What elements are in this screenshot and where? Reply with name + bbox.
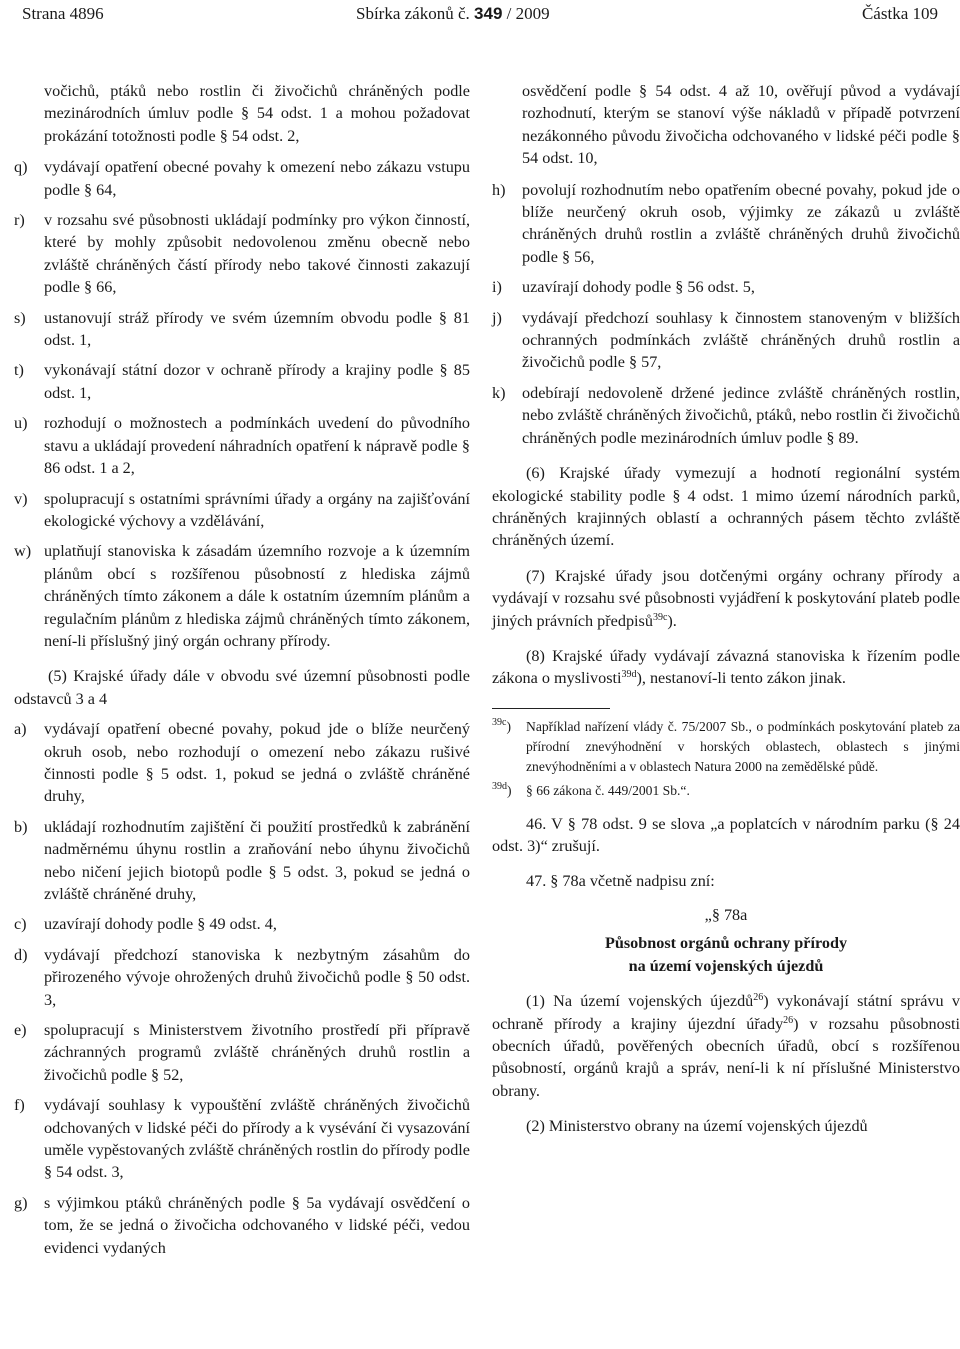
item-label: a) xyxy=(14,720,27,739)
list-item xyxy=(492,382,960,449)
law-year: / 2009 xyxy=(506,4,550,23)
item-label: k) xyxy=(492,383,506,402)
list-item xyxy=(14,359,470,404)
item-text: povolují rozhodnutím nebo opatřením obecné povahy, pokud jde o blíže neurčený okruh osob, výjimky ze zákazů u zvláště chráněných druhů rostlin a zvláště chráněných druhů živočichů podle § 56, xyxy=(522,180,960,266)
item-text: vydávají předchozí stanoviska k nezbytným zásahům do přirozeného vývoje ohrožených druhů živočichů podle § 50 odst. 3, xyxy=(44,945,470,1009)
item-text: uzavírají dohody podle § 49 odst. 4, xyxy=(44,915,277,934)
page-header xyxy=(0,0,960,28)
paragraph-6: (6) Krajské úřady vymezují a hodnotí regionální systém ekologické stability podle § 4 odst. 1 mimo území národních parků, chráněných krajinných oblastí a ochranných pásem těchto zvláště chráněných území. xyxy=(492,464,960,550)
law-number: 349 xyxy=(474,4,503,23)
item-list-5 xyxy=(14,718,470,1259)
footnote-mark-number: 39d xyxy=(492,780,507,792)
item-label: i) xyxy=(492,278,502,297)
item-text: rozhodují o možnostech a podmínkách uvedení do původního stavu a ukládají provedení náhradních opatření k nápravě podle § 86 odst. 1 a 2, xyxy=(44,414,470,478)
item-text: vydávají souhlasy k vypouštění zvláště chráněných živočichů odchovaných v lidské péči do přírody a k vysévání či vysazování uměle vypěstovaných zvláště chráněných rostlin do přírody podle § 54 odst. 3, xyxy=(44,1096,470,1182)
footnote-ref: 26 xyxy=(753,992,764,1004)
part-number: Částka 109 xyxy=(861,4,938,23)
item-label: h) xyxy=(492,180,506,199)
footnote-ref: 26 xyxy=(783,1014,794,1026)
item-label: r) xyxy=(14,211,25,230)
list-item xyxy=(14,209,470,299)
section-paragraph-2: (2) Ministerstvo obrany na území vojenských újezdů xyxy=(526,1117,868,1136)
item-text: v rozsahu své působnosti ukládají podmínky pro výkon činností, které by mohly způsobit nedovolenou změnu obecně nebo zvláště chráněných částí přírody nebo takové činnosti zakazují podle § 66, xyxy=(44,211,470,297)
para1-c: ) v rozsahu působnosti obecních úřadů, pověřených obecních úřadů, obcí s rozšířenou působností, orgánů krajů a správ, není-li k ní příslušné Ministerstvo obrany. xyxy=(492,1014,960,1100)
list-item xyxy=(14,412,470,479)
list-item xyxy=(492,276,960,298)
list-item xyxy=(14,944,470,1011)
footnote-mark: $^{39d}$) xyxy=(492,780,512,798)
paragraph-8-end: ), nestanoví-li tento zákon jinak. xyxy=(636,669,846,688)
list-item xyxy=(492,179,960,269)
item-text: spolupracují s ostatními správními úřady a orgány na zajišťování ekologické výchovy a vzdělávání, xyxy=(44,489,470,530)
item-text: vydávají opatření obecné povahy k omezení nebo zákazu vstupu podle § 64, xyxy=(44,158,470,199)
item-text: odebírají nedovoleně držené jedince zvláště chráněných rostlin, nebo zvláště chráněných živočichů, ptáků, nebo rostlin či živočichů chráněných podle mezinárodních úmluv podle § 89. xyxy=(522,383,960,447)
continuation-text: osvědčení podle § 54 odst. 4 až 10, ověřují původ a vydávají rozhodnutí, kterým se stanoví výše nákladů v případě potvrzení nezákonného původu živočicha odchovaného v lidské péči podle § 54 odst. 10, xyxy=(522,82,960,168)
list-item xyxy=(14,1192,470,1259)
paragraph-8 xyxy=(492,645,960,690)
item-text: vykonávají státní dozor v ochraně přírody a krajiny podle § 85 odst. 1, xyxy=(44,361,470,402)
left-column xyxy=(14,80,470,1267)
item-label: q) xyxy=(14,158,28,177)
list-item xyxy=(14,913,470,935)
collection-title xyxy=(356,4,550,24)
footnote-divider xyxy=(492,708,610,709)
para1-a: (1) Na území vojenských újezdů xyxy=(526,992,754,1011)
list-item xyxy=(14,307,470,352)
list-item xyxy=(14,540,470,652)
paragraph-7 xyxy=(492,565,960,632)
footnote-ref: 39c xyxy=(652,611,668,623)
section-heading-line-1: Působnost orgánů ochrany přírody xyxy=(604,934,848,953)
item-label: b) xyxy=(14,817,28,836)
list-item xyxy=(14,816,470,906)
footnote-text: § 66 zákona č. 449/2001 Sb.“. xyxy=(526,782,690,798)
item-label: g) xyxy=(14,1193,28,1212)
item-label: s) xyxy=(14,308,26,327)
item-text: vydávají předchozí souhlasy k činnostem stanoveným v bližších ochranných podmínkách zvláště chráněných druhů rostlin a živočichů podle § 57, xyxy=(522,308,960,372)
item-label: e) xyxy=(14,1021,27,1040)
section-number: „§ 78a xyxy=(704,905,748,924)
footnote xyxy=(492,781,960,801)
item-label: d) xyxy=(14,945,28,964)
item-label: t) xyxy=(14,361,24,380)
list-item xyxy=(492,307,960,374)
paragraph-5: (5) Krajské úřady dále v obvodu své územní působnosti podle odstavců 3 a 4 xyxy=(14,667,470,708)
item-text: ukládají rozhodnutím zajištění či použití prostředků k zabránění nadměrnému úhynu rostlin a zraňování nebo úhynu živočichů nebo ničení jejich biotopů podle § 5 odst. 3, pokud se jedná o zvláště chráněné druhy, xyxy=(44,817,470,903)
footnotes xyxy=(492,717,960,801)
item-label: u) xyxy=(14,414,28,433)
item-text: vydávají opatření obecné povahy, pokud jde o blíže neurčený okruh osob, nebo rozhodují o omezení nebo zákazu rušivé činnosti podle § 5 odst. 1, pokud se jedná o zvláště chráněné druhy, xyxy=(44,720,470,806)
item-label: c) xyxy=(14,915,27,934)
paragraph-7-text: (7) Krajské úřady jsou dotčenými orgány ochrany přírody a vydávají v rozsahu své působnosti vyjádření k poskytování plateb podle jiných právních předpisů xyxy=(492,566,960,630)
list-item xyxy=(14,1019,470,1086)
item-text: uzavírají dohody podle § 56 odst. 5, xyxy=(522,278,755,297)
item-list xyxy=(492,179,960,449)
footnote-ref: 39d xyxy=(621,669,637,681)
continuation-text: vočichů, ptáků nebo rostlin či živočichů chráněných podle mezinárodních úmluv podle § 54 odst. 1 a mohou požadovat prokázání totožnosti podle § 54 odst. 2, xyxy=(44,82,470,145)
footnote xyxy=(492,717,960,777)
section-heading-line-2: na území vojenských újezdů xyxy=(628,956,824,975)
paragraph-8-text: (8) Krajské úřady vydávají závazná stanoviska k řízením podle zákona o myslivosti xyxy=(492,646,960,688)
point-47: 47. § 78a včetně nadpisu zní: xyxy=(526,871,715,890)
section-paragraph-1 xyxy=(492,990,960,1102)
list-item xyxy=(14,488,470,533)
footnote-text: Například nařízení vlády č. 75/2007 Sb., o podmínkách poskytování plateb za přírodní znevýhodnění v horských oblastech, oblastech s jinými znevýhodněními a v oblastech Natura 2000 na zemědělské půdě. xyxy=(526,718,960,774)
section-heading xyxy=(492,932,960,977)
item-text: spolupracují s Ministerstvem životního prostředí při přípravě záchranných programů zvláště chráněných druhů rostlin a živočichů podle § 52, xyxy=(44,1021,470,1084)
list-item xyxy=(14,1094,470,1184)
point-46: 46. V § 78 odst. 9 se slova „a poplatcích v národním parku (§ 24 odst. 3)“ zrušují. xyxy=(492,814,960,856)
item-label: v) xyxy=(14,489,28,508)
list-item xyxy=(14,718,470,808)
list-item xyxy=(14,156,470,201)
right-column xyxy=(492,80,960,1146)
item-text: s výjimkou ptáků chráněných podle § 5a vydávají osvědčení o tom, že se jedná o živočicha odchovaného v lidské péči, vedou evidenci vydaných xyxy=(44,1193,470,1257)
paragraph-7-end: ). xyxy=(667,611,677,630)
para1-b: ) vykonávají státní správu v ochraně přírody a krajiny újezdní úřady xyxy=(492,992,960,1033)
item-text: uplatňují stanoviska k zásadám územního rozvoje a k územním plánům obcí s rozšířenou působností z hlediska zájmů chráněných tímto zákonem a dále k ostatním územním plánům a regulačním plánům z hlediska zájmů chráněných tímto zákonem, není-li příslušný jiný orgán ochrany přírody. xyxy=(44,542,470,650)
footnote-mark-number: 39c xyxy=(492,716,507,728)
item-list xyxy=(14,156,470,652)
item-label: f) xyxy=(14,1096,25,1115)
item-text: ustanovují stráž přírody ve svém územním obvodu podle § 81 odst. 1, xyxy=(44,308,470,350)
page-number: Strana 4896 xyxy=(22,4,104,23)
item-label: w) xyxy=(14,542,32,561)
footnote-mark: $^{39c}$) xyxy=(492,716,511,734)
collection-prefix: Sbírka zákonů č. xyxy=(356,4,470,23)
item-label: j) xyxy=(492,308,502,327)
